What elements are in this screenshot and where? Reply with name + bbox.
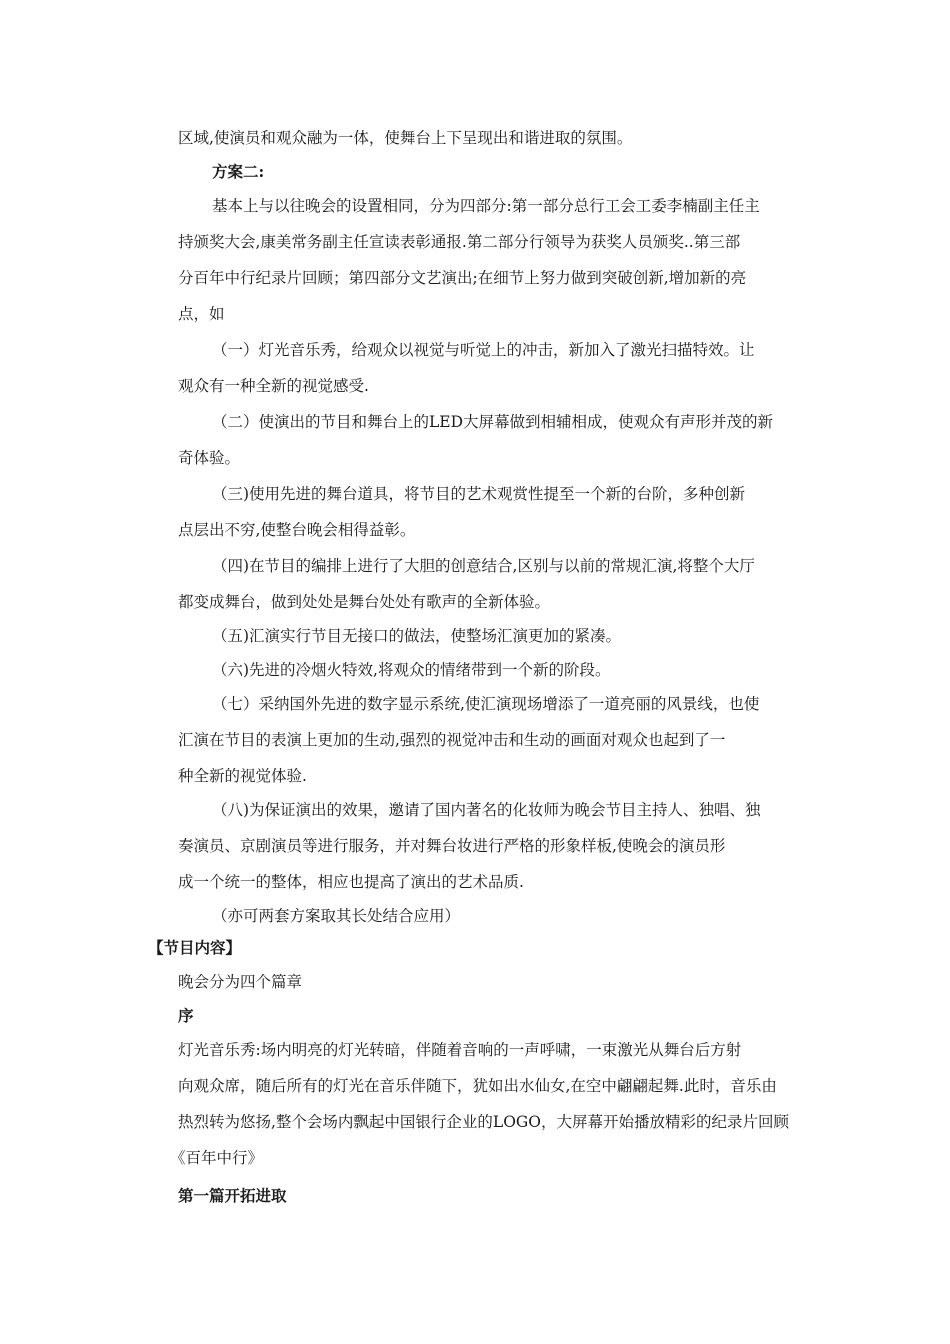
list-item-5: （五)汇演实行节目无接口的做法，使整场汇演更加的紧凑。 xyxy=(212,627,622,645)
text-line: 《百年中行》 xyxy=(170,1149,264,1167)
list-item-7: （七）采纳国外先进的数字显示系统,使汇演现场增添了一道亮丽的风景线，也使 xyxy=(212,695,760,713)
text-line: 成一个统一的整体，相应也提高了演出的艺术品质. xyxy=(178,873,524,891)
text-line: 点，如 xyxy=(178,305,225,323)
section-heading-program: 【节目内容】 xyxy=(148,938,242,957)
subheading-chapter-one: 第一篇开拓进取 xyxy=(178,1186,287,1205)
list-item-2: （二）使演出的节目和舞台上的LED大屏幕做到相辅相成，使观众有声形并茂的新 xyxy=(212,413,774,431)
text-line: 灯光音乐秀:场内明亮的灯光转暗，伴随着音响的一声呼啸，一束激光从舞台后方射 xyxy=(178,1041,742,1059)
list-item-6: （六)先进的冷烟火特效,将观众的情绪带到一个新的阶段。 xyxy=(212,661,611,679)
text-line: 热烈转为悠扬,整个会场内飘起中国银行企业的LOGO，大屏幕开始播放精彩的纪录片回顾 xyxy=(178,1113,790,1131)
note-line: （亦可两套方案取其长处结合应用） xyxy=(212,907,461,925)
text-line: 持颁奖大会,康美常务副主任宣读表彰通报.第二部分行领导为获奖人员颁奖..第三部 xyxy=(178,233,741,251)
text-line: 基本上与以往晚会的设置相同，分为四部分:第一部分总行工会工委李楠副主任主 xyxy=(212,197,760,215)
text-line: 种全新的视觉体验. xyxy=(178,767,307,785)
subheading-prelude: 序 xyxy=(178,1006,194,1025)
text-line: 点层出不穷,使整台晚会相得益彰。 xyxy=(178,521,416,539)
text-line: 区域,使演员和观众融为一体，使舞台上下呈现出和谐进取的氛围。 xyxy=(178,129,633,147)
text-line: 奏演员、京剧演员等进行服务，并对舞台妆进行严格的形象样板,使晚会的演员形 xyxy=(178,837,726,855)
text-line: 都变成舞台，做到处处是舞台处处有歌声的全新体验。 xyxy=(178,593,551,611)
list-item-4: （四)在节目的编排上进行了大胆的创意结合,区别与以前的常规汇演,将整个大厅 xyxy=(212,557,755,575)
text-line: 奇体验。 xyxy=(178,449,241,467)
list-item-8: （八)为保证演出的效果，邀请了国内著名的化妆师为晚会节目主持人、独唱、独 xyxy=(212,801,761,819)
text-line: 晚会分为四个篇章 xyxy=(178,973,303,991)
text-line: 汇演在节目的表演上更加的生动,强烈的视觉冲击和生动的画面对观众也起到了一 xyxy=(178,731,726,749)
section-heading-plan-two: 方案二: xyxy=(212,162,265,181)
list-item-1: （一）灯光音乐秀，给观众以视觉与听觉上的冲击，新加入了激光扫描特效。让 xyxy=(212,341,755,359)
text-line: 观众有一种全新的视觉感受. xyxy=(178,377,369,395)
text-line: 分百年中行纪录片回顾；第四部分文艺演出;在细节上努力做到突破创新,增加新的亮 xyxy=(178,269,747,287)
text-line: 向观众席，随后所有的灯光在音乐伴随下，犹如出水仙女,在空中翩翩起舞.此时，音乐由 xyxy=(178,1077,777,1095)
list-item-3: （三)使用先进的舞台道具，将节目的艺术观赏性提至一个新的台阶，多种创新 xyxy=(212,485,746,503)
